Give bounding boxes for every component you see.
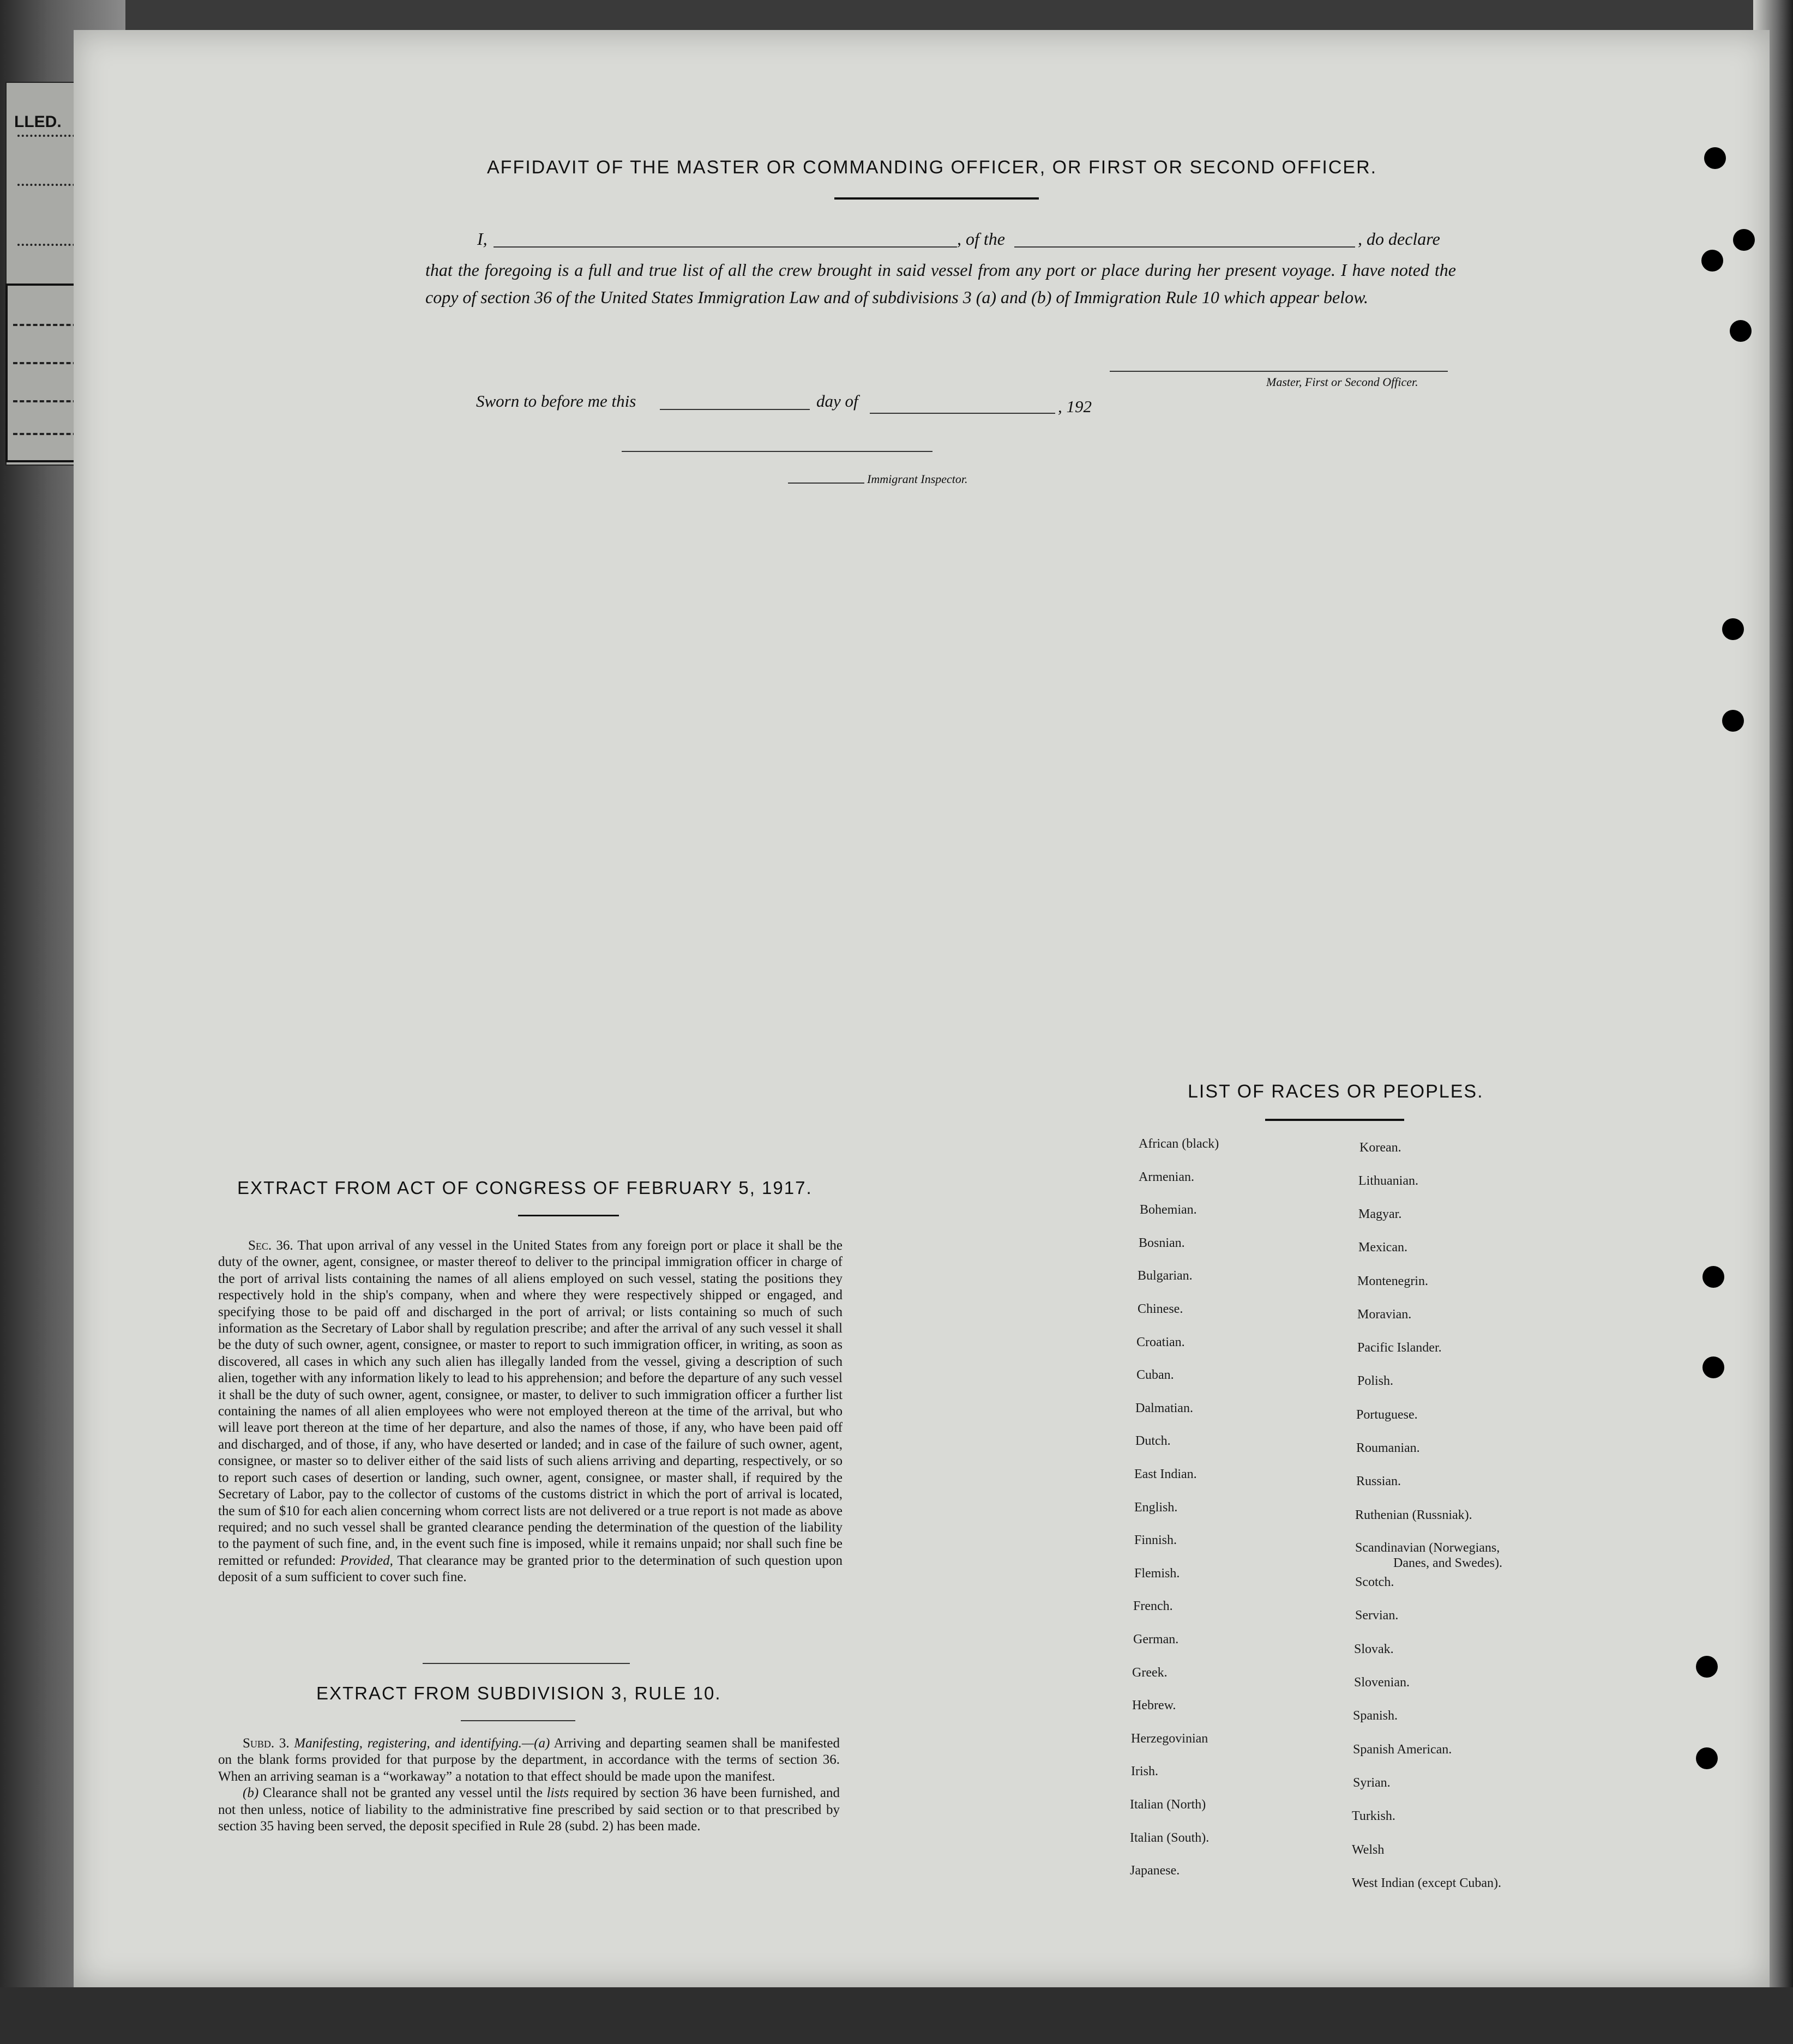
officer-signature-line xyxy=(1110,371,1448,372)
scan-top-edge xyxy=(0,0,1793,30)
race-entry: Montenegrin. xyxy=(1357,1274,1428,1288)
races-title-underline xyxy=(1265,1119,1404,1121)
act-title-underline xyxy=(518,1215,619,1216)
race-entry: Irish. xyxy=(1131,1764,1158,1779)
race-entry: Japanese. xyxy=(1130,1864,1180,1878)
binder-hole xyxy=(1696,1656,1718,1678)
act-extract-title: EXTRACT FROM ACT OF CONGRESS OF FEBRUARY 5, 1917. xyxy=(237,1178,813,1198)
rule-10-text xyxy=(218,1735,840,1835)
race-entry: Russian. xyxy=(1356,1474,1401,1488)
subd-label: Subd. 3. xyxy=(243,1736,290,1751)
rule-extract-title: EXTRACT FROM SUBDIVISION 3, RULE 10. xyxy=(316,1683,721,1703)
races-title: LIST OF RACES OR PEOPLES. xyxy=(1188,1081,1484,1102)
race-entry: Lithuanian. xyxy=(1358,1174,1418,1188)
race-entry: Bulgarian. xyxy=(1138,1269,1193,1283)
binder-hole xyxy=(1730,320,1752,342)
binder-hole xyxy=(1702,1356,1724,1378)
race-entry: Bohemian. xyxy=(1140,1203,1197,1217)
binder-hole xyxy=(1702,1266,1724,1288)
section-divider xyxy=(423,1663,630,1664)
vessel-name-line xyxy=(1014,246,1355,248)
section-36-proviso: That clearance may be granted prior to the determination of such question upon deposit of a sum sufficient to cover such fine. xyxy=(218,1553,843,1585)
para-b-label: (b) xyxy=(243,1786,259,1801)
title-underline xyxy=(834,197,1039,200)
subd-heading: Manifesting, registering, and identifying.—(a) xyxy=(294,1736,550,1751)
race-entry: Scandinavian (Norwegians, xyxy=(1355,1541,1500,1555)
race-entry: Italian (South). xyxy=(1130,1830,1210,1845)
race-entry: Cuban. xyxy=(1136,1368,1174,1383)
race-entry: Flemish. xyxy=(1134,1566,1180,1581)
binder-hole xyxy=(1733,229,1755,251)
race-entry: Spanish American. xyxy=(1353,1742,1452,1757)
race-entry: German. xyxy=(1133,1632,1179,1647)
affidavit-title: AFFIDAVIT OF THE MASTER OR COMMANDING OFFICER, OR FIRST OR SECOND OFFICER. xyxy=(487,157,1377,178)
race-entry: African (black) xyxy=(1139,1137,1219,1151)
vessel-label: , of the xyxy=(957,229,1005,249)
section-36-body: That upon arrival of any vessel in the United States from any foreign port or place it shall be the duty of the owner, agent, consignee, or master thereof to deliver to the principal immigration officer in charge of the port of arrival lists containing the names of all aliens employed on such vessel, stating the positions they respectively hold in the ship's company, when and where they were respectively shipped or engaged, and specifying those to be paid off and discharged in the port of arrival; or lists containing so much of such information as the Secretary of Labor shall by regulation prescribe; and after the arrival of any such vessel it shall be the duty of such owner, agent, consignee, or master to report to such immigration officer, in writing, as soon as discovered, all cases in which any such alien has illegally landed from the vessel, giving a description of such alien, together with any information likely to lead to his apprehension; and before the departure of any such vessel it shall be the duty of such owner, agent, consignee, or master, to deliver to such immigration officer a further list containing the names of all alien employees who were not employed thereon at the time of the arrival, but who will leave port thereon at the time of her departure, and also the names of those, if any, who have been paid off and discharged, and of those, if any, who have deserted or landed; and in case of the failure of such owner, agent, consignee, or master so to deliver either of the said lists of such aliens arriving and departing, respectively, or so to report such cases of desertion or landing, such owner, agent, consignee, or master shall, if required by the Secretary of Labor, pay to the collector of customs of the customs district in which the port of arrival is located, the sum of $10 for each alien concerning whom correct lists are not delivered or a true report is not made as above required; and no such vessel shall be granted clearance pending the determination of the question of the liability to the payment of such fine, and, in the event such fine is imposed, while it remains unpaid; nor shall such fine be remitted or refunded: xyxy=(218,1238,843,1568)
race-entry: Spanish. xyxy=(1353,1709,1398,1723)
race-entry: French. xyxy=(1133,1599,1173,1614)
race-entry: Servian. xyxy=(1355,1608,1399,1623)
declare-label: , do declare xyxy=(1358,229,1440,249)
inspector-signature-line xyxy=(622,451,932,452)
race-entry: Polish. xyxy=(1357,1374,1394,1388)
race-entry: Slovenian. xyxy=(1354,1675,1410,1690)
para-b-text-1: Clearance shall not be granted any vessel until the xyxy=(262,1786,543,1801)
race-entry: Bosnian. xyxy=(1139,1235,1185,1250)
binder-hole xyxy=(1696,1747,1718,1769)
rule-title-underline xyxy=(461,1720,575,1721)
binder-hole xyxy=(1722,618,1744,640)
para-b-text-2: required by section 36 have been furnished, and not then unless, notice of liability to the administrative fine prescribed by said section or to that prescribed by section 35 having been served, the deposit specified in Rule 28 (subd. 2) has been made. xyxy=(218,1786,840,1834)
race-entry: Armenian. xyxy=(1139,1169,1194,1184)
binder-hole xyxy=(1701,250,1723,272)
race-entry: Welsh xyxy=(1352,1843,1385,1857)
affidavit-statement: that the foregoing is a full and true list of all the crew brought in said vessel from any port or place during her present voyage. I have noted the copy of section 36 of the United States Immigration Law and of subdivisions 3 (a) and (b) of Immigration Rule 10 which appear below. xyxy=(425,260,1456,307)
inspector-short-line xyxy=(788,483,864,484)
race-entry: Pacific Islander. xyxy=(1357,1341,1442,1355)
affiant-name-line xyxy=(494,246,957,248)
sworn-month-line xyxy=(870,413,1055,414)
race-entry: Finnish. xyxy=(1134,1533,1177,1548)
edge-label: LLED. xyxy=(14,113,62,131)
race-entry: Dalmatian. xyxy=(1135,1401,1193,1415)
officer-signature-caption: Master, First or Second Officer. xyxy=(1266,375,1418,389)
binder-hole xyxy=(1704,147,1726,169)
binder-hole xyxy=(1722,710,1744,732)
race-entry: Herzegovinian xyxy=(1131,1731,1208,1746)
race-entry: Mexican. xyxy=(1358,1240,1407,1255)
year-label: , 192 xyxy=(1058,397,1092,416)
race-entry: Scotch. xyxy=(1355,1575,1394,1589)
section-36-text xyxy=(218,1238,843,1586)
race-entry: Greek. xyxy=(1132,1665,1168,1680)
race-entry: Ruthenian (Russniak). xyxy=(1355,1508,1472,1522)
race-entry: Turkish. xyxy=(1352,1809,1395,1823)
race-entry: Danes, and Swedes). xyxy=(1393,1556,1502,1570)
race-entry: English. xyxy=(1134,1500,1178,1515)
para-b-lists: lists xyxy=(546,1786,569,1801)
sworn-label: Sworn to before me this xyxy=(476,391,636,411)
affiant-label: I, xyxy=(477,229,488,249)
section-label: Sec. 36. xyxy=(248,1238,293,1253)
race-entry: West Indian (except Cuban). xyxy=(1352,1876,1501,1890)
race-entry: Korean. xyxy=(1359,1141,1401,1155)
race-entry: Portuguese. xyxy=(1356,1408,1418,1422)
inspector-caption: Immigrant Inspector. xyxy=(867,472,968,486)
provided-label: Provided, xyxy=(340,1553,393,1568)
race-entry: Italian (North) xyxy=(1130,1798,1206,1812)
day-of-label: day of xyxy=(816,391,858,411)
race-entry: Syrian. xyxy=(1353,1776,1391,1790)
sworn-day-line xyxy=(660,409,810,410)
race-entry: Roumanian. xyxy=(1356,1441,1420,1455)
race-entry: East Indian. xyxy=(1134,1467,1197,1481)
para-a-text: Arriving and departing seamen shall be manifested on the blank forms provided for that purpose by the department, in accordance with the terms of section 36. When an arriving seaman is a “workaway” a notation to that effect should be made upon the manifest. xyxy=(218,1736,840,1784)
race-entry: Magyar. xyxy=(1358,1207,1402,1221)
race-entry: Moravian. xyxy=(1357,1307,1412,1322)
race-entry: Dutch. xyxy=(1135,1434,1171,1449)
race-entry: Hebrew. xyxy=(1132,1698,1176,1713)
race-entry: Croatian. xyxy=(1136,1335,1185,1349)
race-entry: Chinese. xyxy=(1138,1302,1183,1316)
race-entry: Slovak. xyxy=(1354,1642,1394,1656)
scan-bottom-edge xyxy=(0,1987,1793,2044)
